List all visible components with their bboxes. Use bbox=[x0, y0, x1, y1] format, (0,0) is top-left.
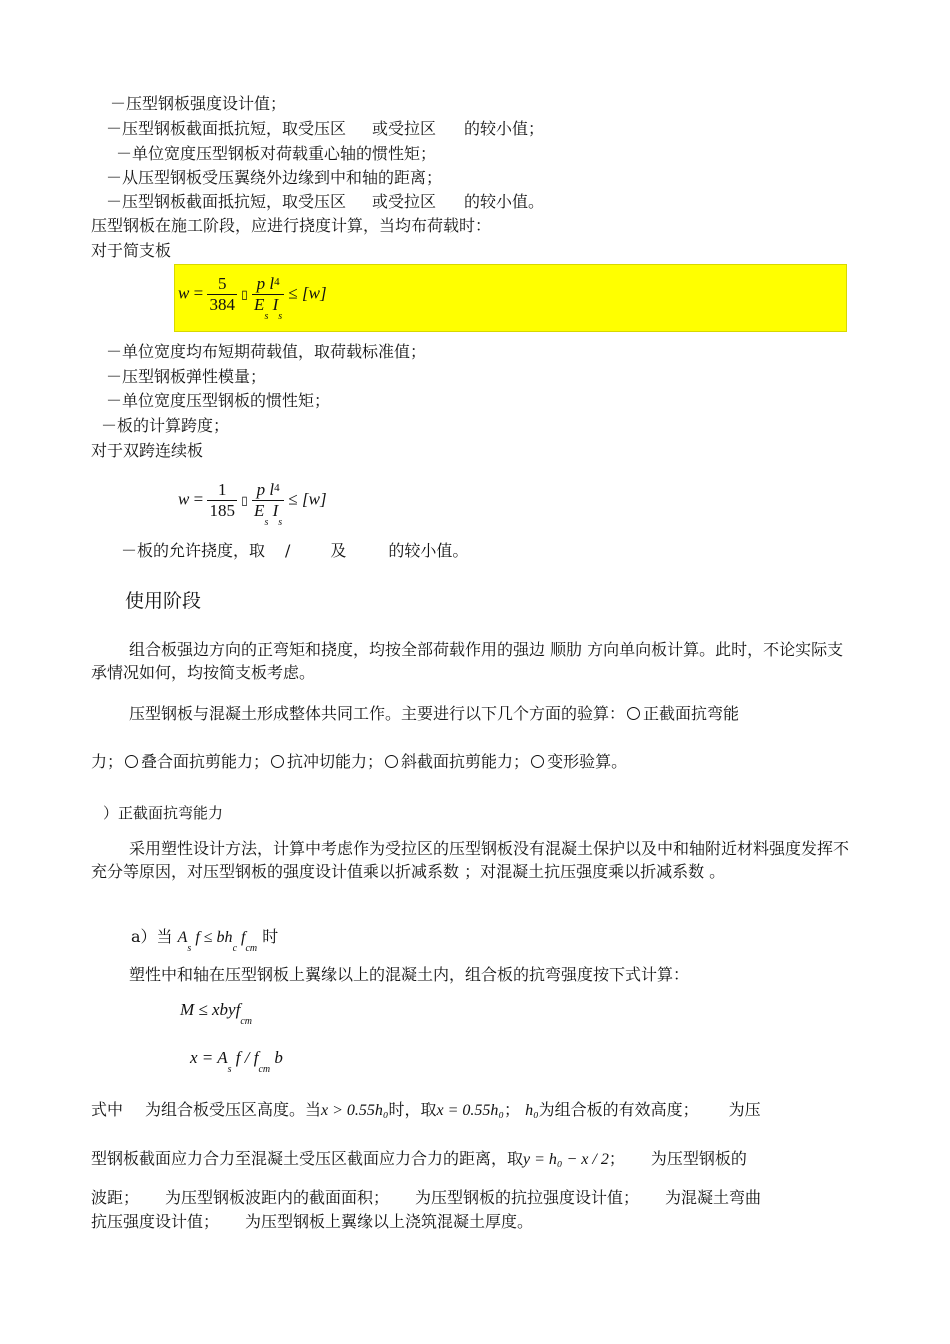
x-formula: $x = A_s$ f / $f_{cm}$ b bbox=[190, 1048, 283, 1075]
double-span-label: 对于双跨连续板 bbox=[91, 441, 204, 460]
paragraph-neutral-axis: 塑性中和轴在压型钢板上翼缘以上的混凝土内，组合板的抗弯强度按下式计算： bbox=[129, 965, 690, 984]
simple-support-label: 对于简支板 bbox=[91, 241, 172, 260]
deflection-formula-double: w = $\frac{1}{185}$ ▯ $\frac{p l^4}{E_s I_s}$ ≤ [w] bbox=[178, 480, 327, 528]
circle-bullet-icon bbox=[271, 755, 284, 768]
circle-bullet-icon bbox=[627, 707, 640, 720]
notation-line3: 波距； 为压型钢板波距内的截面面积； 为压型钢板的抗拉强度设计值； 为混凝土弯曲 bbox=[91, 1188, 762, 1207]
definition-line: －压型钢板强度设计值； bbox=[110, 94, 287, 113]
paragraph-plastic-design: 采用塑性设计方法，计算中考虑作为受拉区的压型钢板没有混凝土保护以及中和轴附近材料强度发挥不充分等原因，对压型钢板的强度设计值乘以折减系数 ；对混凝土抗压强度乘以折减系数 。 bbox=[91, 839, 850, 881]
notation-line4: 抗压强度设计值； 为压型钢板上翼缘以上浇筑混凝土厚度。 bbox=[91, 1212, 534, 1231]
definition-line: －压型钢板截面抵抗短，取受压区 或受拉区 的较小值。 bbox=[106, 192, 545, 211]
definition-line: －板的计算跨度； bbox=[101, 416, 230, 435]
definition-line: －单位宽度均布短期荷载值，取荷载标准值； bbox=[106, 342, 427, 361]
subheading-flexural-capacity: ）正截面抗弯能力 bbox=[103, 804, 224, 822]
circle-bullet-icon bbox=[531, 755, 544, 768]
construction-intro: 压型钢板在施工阶段，应进行挠度计算，当均布荷载时： bbox=[91, 216, 492, 235]
paragraph-strong-direction: 组合板强边方向的正弯矩和挠度，均按全部荷载作用的强边 顺肋 方向单向板计算。此时，不论实际支承情况如何，均按简支板考虑。 bbox=[91, 640, 844, 682]
circle-bullet-icon bbox=[125, 755, 138, 768]
verification-list-line1: 压型钢板与混凝土形成整体共同工作。主要进行以下几个方面的验算： 正截面抗弯能 bbox=[129, 704, 740, 723]
allowable-deflection-line: －板的允许挠度，取 / 及 的较小值。 bbox=[121, 541, 469, 560]
definition-line: －单位宽度压型钢板对荷载重心轴的惯性矩； bbox=[116, 144, 437, 163]
section-heading-use-stage: 使用阶段 bbox=[125, 590, 202, 612]
verification-list-line2: 力； 叠合面抗剪能力； 抗冲切能力； 斜截面抗剪能力； 变形验算。 bbox=[91, 752, 628, 771]
notation-line1: 式中 为组合板受压区高度。当x > 0.55h₀时，取x = 0.55h₀； h₀为组合板的有效高度； 为压 bbox=[91, 1100, 761, 1119]
definition-line: －单位宽度压型钢板的惯性矩； bbox=[106, 391, 331, 410]
case-a-condition: a）当 $A_s$ $f \le bh_c$ $f_{cm}$ 时 bbox=[131, 927, 279, 954]
circle-bullet-icon bbox=[385, 755, 398, 768]
moment-formula: M ≤ xbyf$_{cm}$ bbox=[180, 1000, 252, 1027]
definition-line: －压型钢板截面抵抗短，取受压区 或受拉区 的较小值； bbox=[106, 119, 545, 138]
definition-line: －从压型钢板受压翼绕外边缘到中和轴的距离； bbox=[106, 168, 443, 187]
deflection-formula-simple: w = $\frac{5}{384}$ ▯ $\frac{p l^4}{E_s I_s}$ ≤ [w] bbox=[178, 274, 327, 322]
notation-line2: 型钢板截面应力合力至混凝土受压区截面应力合力的距离，取y = h₀ − x / 2； 为压型钢板的 bbox=[91, 1149, 747, 1168]
definition-line: －压型钢板弹性模量； bbox=[106, 367, 267, 386]
